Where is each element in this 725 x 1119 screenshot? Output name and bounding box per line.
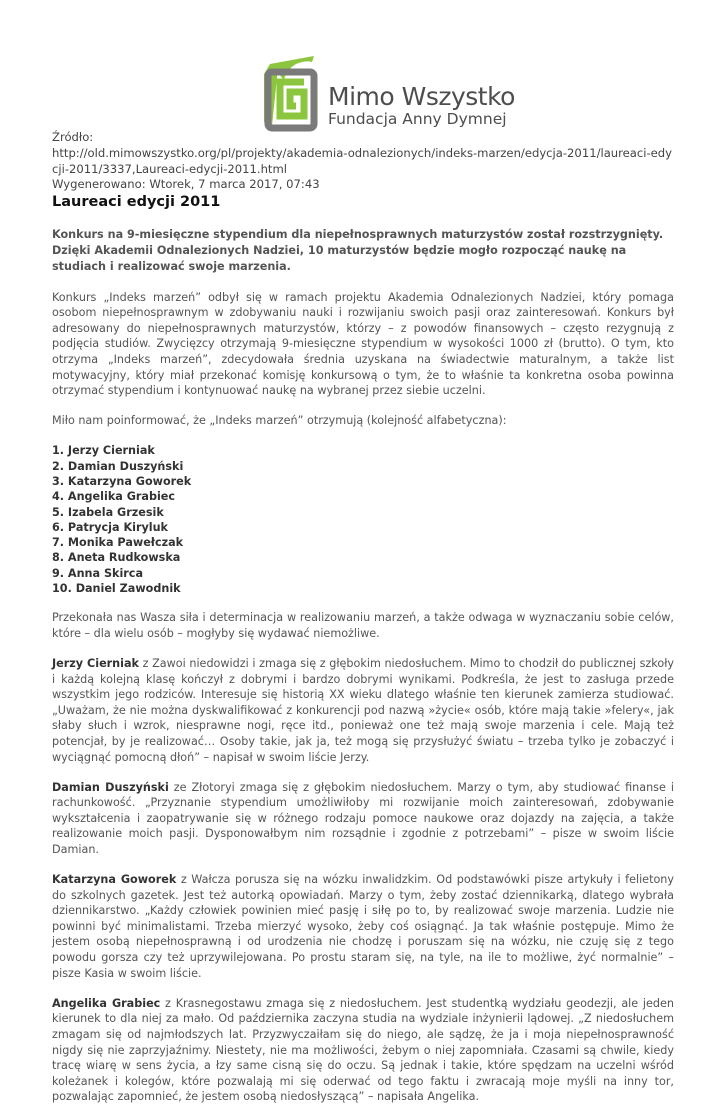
list-item: 6. Patrycja Kiryluk bbox=[52, 520, 168, 534]
list-item: 7. Monika Pawełczak bbox=[52, 536, 184, 550]
announce-paragraph: Miło nam poinformować, że „Indeks marzeń” otrzymują (kolejność alfabetyczna): bbox=[52, 414, 507, 428]
intro-paragraph: Konkurs „Indeks marzeń” odbył się w ramach projektu Akademia Odnalezionych Nadziei, który pomaga osobom niepełnosprawnym w zdobywaniu nauki i rozwijaniu swoich pasji oraz zainteresowań. Konkurs był adresowany do niepełnosprawnych maturzystów, którzy – z powodów finansowych – często rezygnują z podjęcia studiów. Zwycięzcy otrzymają 9-miesięczne stypendium w wysokości 1000 zł (brutto). O tym, kto otrzyma „Indeks marzeń”, zdecydowała średnia uzyskana na świadectwie maturalnym, a także list motywacyjny, który miał przekonać komisję konkursową o tym, że to właśnie ta konkretna osoba powinna otrzymać stypendium i kontynuować naukę na wybranej przez siebie uczelni. bbox=[52, 290, 674, 398]
list-item: 9. Anna Skirca bbox=[52, 566, 143, 580]
list-item: 3. Katarzyna Goworek bbox=[52, 474, 192, 488]
list-item: 1. Jerzy Cierniak bbox=[52, 444, 155, 458]
bio-paragraph bbox=[52, 996, 674, 1105]
bio-text: z Zawoi niedowidzi i zmaga się z głębokim niedosłuchem. Mimo to chodził do publicznej szkoły i każdą kolejną klasę kończył z dobrymi i bardzo dobrymi wynikami. Podkreśla, że jest to zasługa przede wszystkim jego rodziców. Interesuje się historią XX wieku dlatego właśnie ten kierunek zamierza studiować. „Uważam, że nie można dyskwalifikować z konkurencji pod nazwą »życie« osób, które mają takie »felery«, jak słaby słuch i wzrok, niesprawne nogi, ręce itd., ponieważ one też mają swoje marzenia i cele. Mają też potencjał, by je realizować… Osoby takie, jak ja, też mogą się przysłużyć światu – trzeba tylko je zobaczyć i wyciągnąć pomocną dłoń” – napisał w swoim liście Jerzy. bbox=[52, 656, 674, 764]
page-title: Laureaci edycji 2011 bbox=[52, 194, 221, 211]
bio-name: Damian Duszyński bbox=[52, 780, 169, 794]
list-item: 8. Aneta Rudkowska bbox=[52, 551, 181, 565]
list-item: 5. Izabela Grzesik bbox=[52, 505, 164, 519]
logo-subtitle: Fundacja Anny Dymnej bbox=[328, 110, 507, 128]
list-item: 10. Daniel Zawodnik bbox=[52, 582, 181, 595]
bio-paragraph bbox=[52, 780, 674, 858]
bio-text: z Wałcza porusza się na wózku inwalidzkim. Od podstawówki pisze artykuły i felietony do szkolnych gazetek. Jest też autorką opowiadań. Marzy o tym, żeby zostać dziennikarką, dlatego wybrała dziennikarstwo. „Każdy człowiek powinien mieć pasję i siłę po to, by realizować swoje marzenia. Ludzie nie powinni być minimalistami. Trzeba mierzyć wysoko, żeby coś osiągnąć. Ja tak właśnie postępuje. Mimo że jestem osobą niepełnosprawną i od urodzenia nie chodzę i poruszam się na wózku, nie czuję się z tego powodu gorsza czy też uprzywilejowana. Po prostu staram się, na tyle, na ile to możliwe, żyć normalnie” – pisze Kasia w swoim liście. bbox=[52, 873, 675, 980]
bio-paragraph bbox=[52, 872, 674, 981]
list-item: 2. Damian Duszyński bbox=[52, 459, 184, 473]
source-meta bbox=[52, 130, 674, 193]
article bbox=[52, 130, 674, 1119]
source-url[interactable]: http://old.mimowszystko.org/pl/projekty/akademia-odnalezionych/indeks-marzen/edycja-2011/laureaci-edycji-2011/3337,Laureaci-edycji-2011.html bbox=[52, 145, 673, 176]
foundation-logo bbox=[256, 52, 515, 140]
spiral-logo-icon bbox=[256, 52, 326, 138]
logo-title: Mimo Wszystko bbox=[328, 82, 515, 111]
bio-name: Jerzy Cierniak bbox=[52, 656, 139, 670]
laureates-list bbox=[52, 443, 674, 596]
closing-paragraph: Przekonała nas Wasza siła i determinacja w realizowaniu marzeń, a także odwaga w wyznaczaniu sobie celów, które – dla wielu osób – mogłyby się wydawać niemożliwe. bbox=[52, 611, 674, 640]
bio-paragraph bbox=[52, 656, 674, 765]
source-label: Źródło: bbox=[52, 130, 94, 144]
bio-text: z Krasnegostawu zmaga się z niedosłuchem. Jest studentką wydziału geodezji, ale jeden kierunek to dla niej za mało. Od października zaczyna studia na wydziale inżynierii lądowej. „Z niedosłuchem zmagam się od najmłodszych lat. Przyzwyczaiłam się do niego, ale sądzę, że ja i moja niepełnosprawność nigdy się nie zaprzyjaźnimy. Niestety, nie ma możliwości, żebym o niej zapomniała. Czasami są chwile, kiedy tracę wiarę w sens życia, a łzy same cisną się do oczu. Są jednak i takie, które spędzam na uczelni wśród koleżanek i kolegów, które pozwalają mi się oderwać od tego faktu i zwracają moje myśli na inny tor, pozwalając zapomnieć, że jestem osobą niedosłyszącą” – napisała Angelika. bbox=[52, 996, 674, 1104]
bio-name: Katarzyna Goworek bbox=[52, 873, 177, 887]
bio-name: Angelika Grabiec bbox=[52, 996, 161, 1010]
list-item: 4. Angelika Grabiec bbox=[52, 490, 176, 504]
lead-paragraph: Konkurs na 9-miesięczne stypendium dla niepełnosprawnych maturzystów został rozstrzygnięty. Dzięki Akademii Odnalezionych Nadziei, 10 maturzystów będzie mogło rozpocząć naukę na studiach i realizować swoje marzenia. bbox=[52, 228, 664, 273]
bio-text: ze Złotoryi zmaga się z głębokim niedosłuchem. Marzy o tym, aby studiować finanse i rachunkowość. „Przyznanie stypendium umożliwiłoby mi rozwijanie moich zainteresowań, zdobywanie wykształcenia i zaopatrywanie się w różnego rodzaju pomoce naukowe oraz dojazdy na zajęcia, a także realizowanie moich pasji. Dysponowałbym nim rozsądnie i zgodnie z potrzebami” – pisze w swoim liście Damian. bbox=[52, 780, 674, 857]
generated-date: Wygenerowano: Wtorek, 7 marca 2017, 07:43 bbox=[52, 177, 320, 192]
